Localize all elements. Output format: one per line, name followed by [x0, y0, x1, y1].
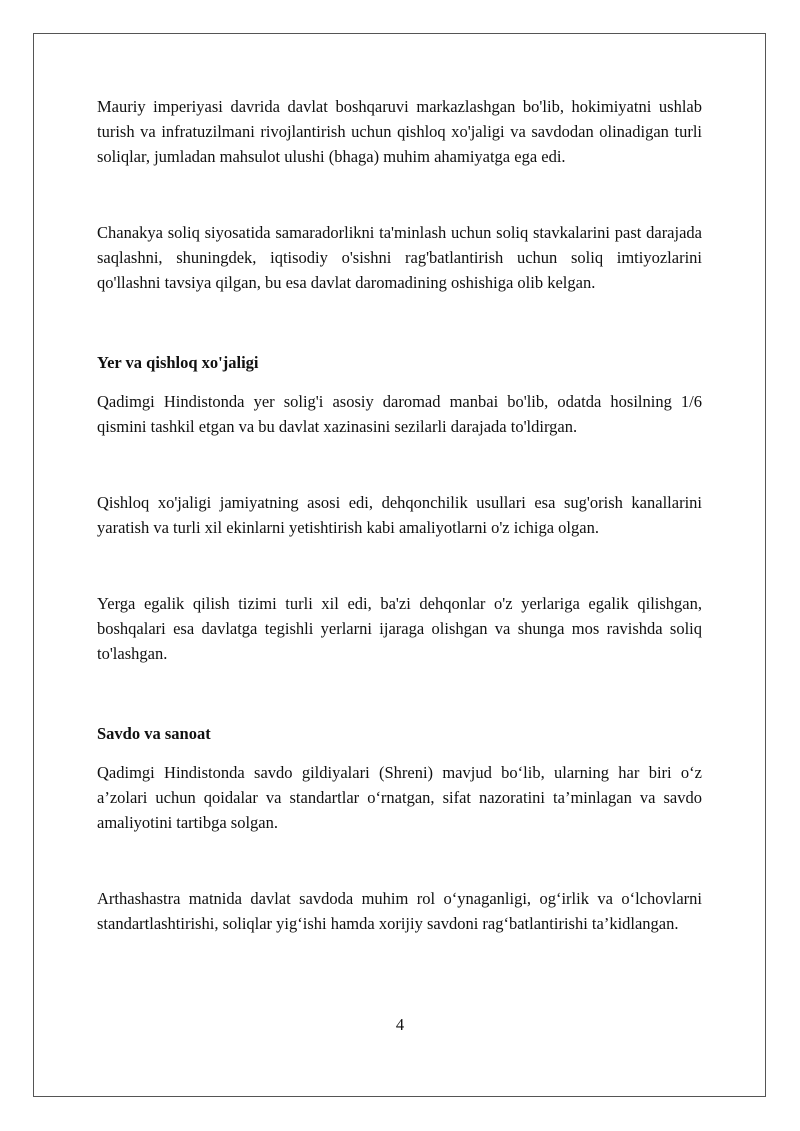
paragraph-agriculture-basis: Qishloq xo'jaligi jamiyatning asosi edi, dehqonchilik usullari esa sug'orish kanallarini yaratish va turli xil ekinlarni yetishtirish kabi amaliyotlarni o'z ichiga olgan.: [97, 493, 702, 537]
paragraph-trade-guilds: Qadimgi Hindistonda savdo gildiyalari (Shreni) mavjud bo‘lib, ularning har biri o‘z a’zolari uchun qoidalar va standartlar o‘rnatgan, sifat nazoratini ta’minlagan va savdo amaliyotini tartibga solgan.: [97, 763, 702, 832]
section-heading-land-agriculture: Yer va qishloq xo'jaligi: [97, 353, 259, 372]
paragraph-land-tax: Qadimgi Hindistonda yer solig'i asosiy daromad manbai bo'lib, odatda hosilning 1/6 qismini tashkil etgan va bu davlat xazinasini sezilarli darajada to'ldirgan.: [97, 392, 702, 436]
paragraph-arthashastra-trade: Arthashastra matnida davlat savdoda muhim rol o‘ynaganligi, og‘irlik va o‘lchovlarni standartlashtirishi, soliqlar yig‘ishi hamda xorijiy savdoni rag‘batlantirishi ta’kidlangan.: [97, 889, 702, 933]
paragraph-mauryan-administration: Mauriy imperiyasi davrida davlat boshqaruvi markazlashgan bo'lib, hokimiyatni ushlab turish va infratuzilmani rivojlantirish uchun qishloq xo'jaligi va savdodan olinadigan turli soliqlar, jumladan mahsulot ulushi (bhaga) muhim ahamiyatga ega edi.: [97, 97, 702, 166]
paragraph-chanakya-tax-policy: Chanakya soliq siyosatida samaradorlikni ta'minlash uchun soliq stavkalarini past darajada saqlashni, shuningdek, iqtisodiy o'sishni rag'batlantirish uchun soliq imtiyozlarini qo'llashni tavsiya qilgan, bu esa davlat daromadining oshishiga olib kelgan.: [97, 223, 702, 292]
paragraph-land-ownership: Yerga egalik qilish tizimi turli xil edi, ba'zi dehqonlar o'z yerlariga egalik qilishgan, boshqalari esa davlatga tegishli yerlarni ijaraga olishgan va shunga mos ravishda soliq to'lashgan.: [97, 594, 702, 663]
section-heading-trade-industry: Savdo va sanoat: [97, 724, 211, 743]
page-number: 4: [395, 1015, 405, 1034]
document-body: [97, 94, 702, 936]
